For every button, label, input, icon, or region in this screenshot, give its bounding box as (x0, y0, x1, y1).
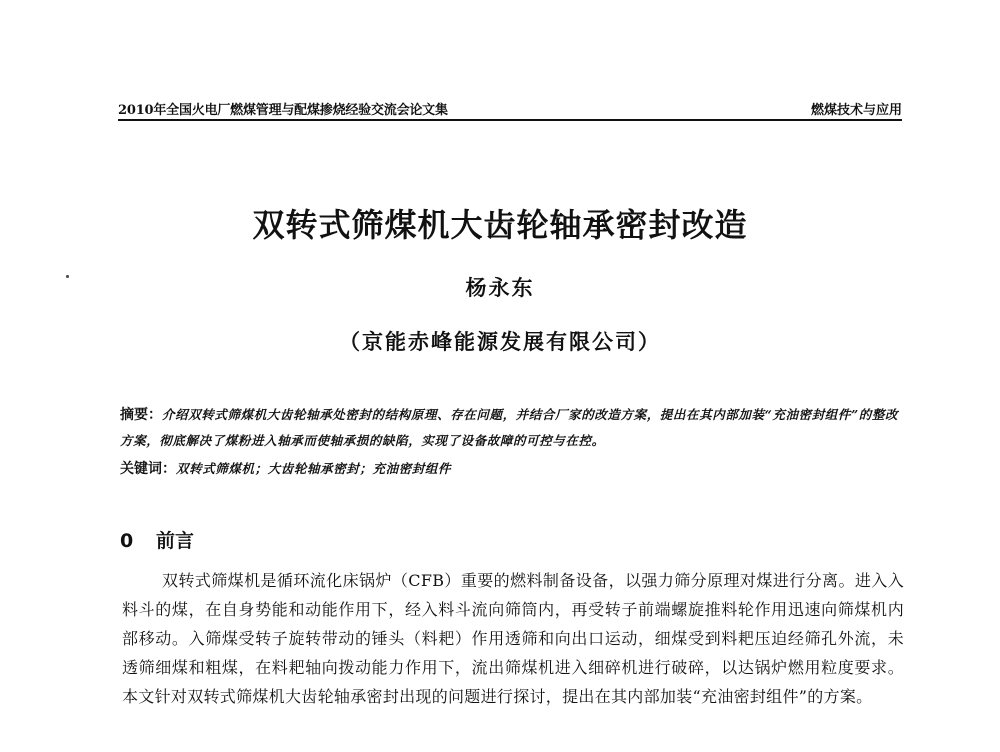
abstract-label: 摘要： (120, 407, 162, 423)
keywords (120, 458, 900, 480)
abstract-text: 介绍双转式筛煤机大齿轮轴承处密封的结构原理、存在问题，并结合厂家的改造方案，提出在其内部加装“充油密封组件”的整改方案，彻底解决了煤粉进入轴承而使轴承损的缺陷，实现了设备故障的可控与在控。 (120, 407, 899, 448)
keywords-text: 双转式筛煤机；大齿轮轴承密封；充油密封组件 (176, 461, 452, 476)
keywords-label: 关键词： (120, 461, 176, 477)
proceedings-title: 2010年全国火电厂燃煤管理与配煤掺烧经验交流会论文集 (118, 103, 448, 118)
section-heading (120, 526, 194, 553)
running-header (118, 97, 902, 121)
body-paragraph: 双转式筛煤机是循环流化床锅炉（CFB）重要的燃料制备设备，以强力筛分原理对煤进行分离。进入入料斗的煤，在自身势能和动能作用下，经入料斗流向筛筒内，再受转子前端螺旋推料轮作用迅速向筛煤机内部移动。入筛煤受转子旋转带动的锤头（料耙）作用透筛和向出口运动，细煤受到料耙压迫经筛孔外流，未透筛细煤和粗煤，在料耙轴向拨动能力作用下，流出筛煤机进入细碎机进行破碎，以达锅炉燃用粒度要求。本文针对双转式筛煤机大齿轮轴承密封出现的问题进行探讨，提出在其内部加装“充油密封组件”的方案。 (122, 571, 904, 706)
section-category: 燃煤技术与应用 (810, 103, 902, 118)
author-affiliation: （京能赤峰能源发展有限公司） (339, 329, 661, 354)
paper-title: 双转式筛煤机大齿轮轴承密封改造 (252, 206, 748, 244)
author-name: 杨永东 (465, 275, 535, 300)
section-number: 0 (120, 530, 134, 552)
abstract (120, 402, 900, 453)
section-title: 前言 (156, 530, 195, 552)
